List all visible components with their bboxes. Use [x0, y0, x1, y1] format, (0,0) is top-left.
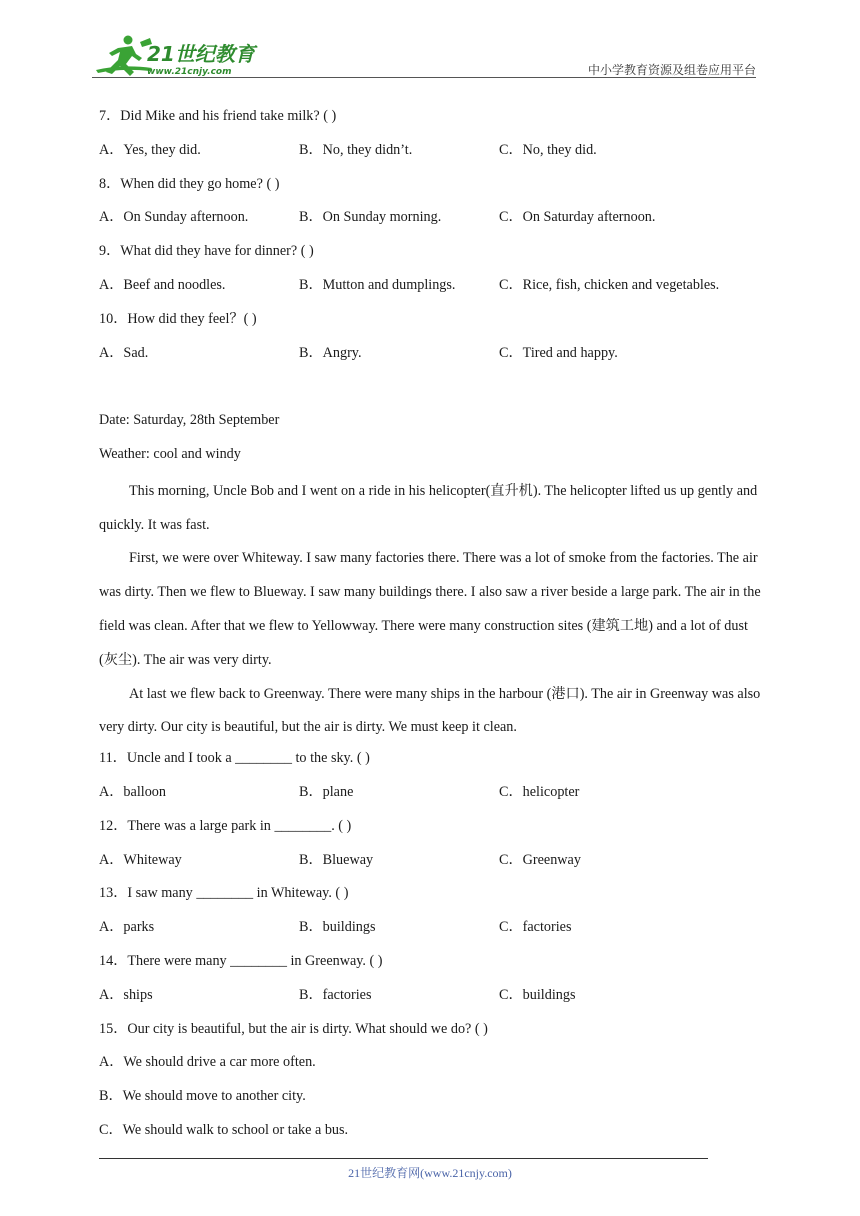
option-c: C．factories [499, 919, 572, 936]
option-c: C．helicopter [499, 783, 580, 800]
passage-date: Date: Saturday, 28th September [99, 412, 280, 429]
option-a: A．ships [99, 986, 153, 1003]
option-a: A．parks [99, 919, 155, 936]
question-12-options [99, 847, 764, 881]
option-b: B．No, they didn’t. [299, 141, 413, 158]
option-a: A．Whiteway [99, 851, 182, 868]
passage-weather: Weather: cool and windy [99, 445, 241, 462]
question-11: 11．Uncle and I took a ________ to the sky. ( ) [99, 750, 370, 767]
option-c: C．No, they did. [499, 141, 597, 158]
option-b: B．buildings [299, 919, 376, 936]
footer-divider [99, 1158, 708, 1159]
question-14-options [99, 982, 764, 1016]
passage-paragraph-1: This morning, Uncle Bob and I went on a ride in his helicopter(直升机). The helicopter lifted us up gently and quickly. It was fast. [99, 482, 758, 533]
section-gap [99, 373, 764, 407]
question-13-options [99, 914, 764, 948]
option-a: A．Yes, they did. [99, 141, 201, 158]
question-7: 7．Did Mike and his friend take milk? ( ) [99, 108, 337, 124]
header-divider [92, 77, 756, 78]
logo-text: 21世纪教育 [147, 42, 255, 66]
option-c: C．Greenway [499, 851, 581, 868]
logo-url: www.21cnjy.com [147, 67, 232, 77]
option-a: A．Sad. [99, 344, 149, 361]
logo-21cnjy [92, 34, 262, 80]
option-b: B．Mutton and dumplings. [299, 276, 456, 293]
option-a: A．On Sunday afternoon. [99, 209, 249, 226]
question-8: 8．When did they go home? ( ) [99, 175, 280, 192]
question-8-options [99, 204, 764, 238]
option-a: A．Beef and noodles. [99, 276, 226, 293]
question-9-options [99, 272, 764, 306]
option-c: C．Tired and happy. [499, 344, 618, 361]
option-a: A．balloon [99, 783, 166, 800]
question-7-options [99, 137, 764, 171]
option-b: B．factories [299, 986, 372, 1003]
question-10-options [99, 340, 764, 374]
option-c: C．buildings [499, 986, 576, 1003]
passage-paragraph-3: At last we flew back to Greenway. There were many ships in the harbour (港口). The air in Greenway was also very dirty. Our city is beautiful, but the air is dirty. We must keep it clean. [99, 685, 761, 736]
question-14: 14．There were many ________ in Greenway. ( ) [99, 952, 383, 969]
option-b: B．plane [299, 783, 354, 800]
option-b: B．Angry. [299, 344, 362, 361]
question-15-option-c: C．We should walk to school or take a bus. [99, 1121, 349, 1138]
option-c: C．Rice, fish, chicken and vegetables. [499, 276, 720, 293]
passage-paragraph-2: First, we were over Whiteway. I saw many factories there. There was a lot of smoke from the factories. The air was dirty. Then we flew to Blueway. I saw many buildings there. I also saw a river beside a large park. The air in the field was clean. After that we flew to Yellowway. There were many construction sites (建筑工地) and a lot of dust (灰尘). The air was very dirty. [99, 550, 761, 668]
question-9: 9．What did they have for dinner? ( ) [99, 243, 314, 260]
option-c: C．On Saturday afternoon. [499, 209, 656, 226]
question-11-options [99, 779, 764, 813]
question-10: 10．How did they feel？( ) [99, 310, 257, 327]
question-15: 15．Our city is beautiful, but the air is dirty. What should we do? ( ) [99, 1020, 488, 1037]
question-13: 13．I saw many ________ in Whiteway. ( ) [99, 885, 349, 902]
footer-text: 21世纪教育网(www.21cnjy.com) [348, 1166, 512, 1180]
runner-icon [96, 36, 152, 77]
question-15-option-b: B．We should move to another city. [99, 1088, 306, 1105]
option-b: B．On Sunday morning. [299, 209, 442, 226]
header-platform-text: 中小学教育资源及组卷应用平台 [587, 63, 756, 77]
document-body [99, 103, 764, 1151]
question-12: 12．There was a large park in ________. ( ) [99, 817, 352, 834]
option-b: B．Blueway [299, 851, 374, 868]
question-15-option-a: A．We should drive a car more often. [99, 1054, 316, 1071]
page-header [0, 0, 860, 90]
